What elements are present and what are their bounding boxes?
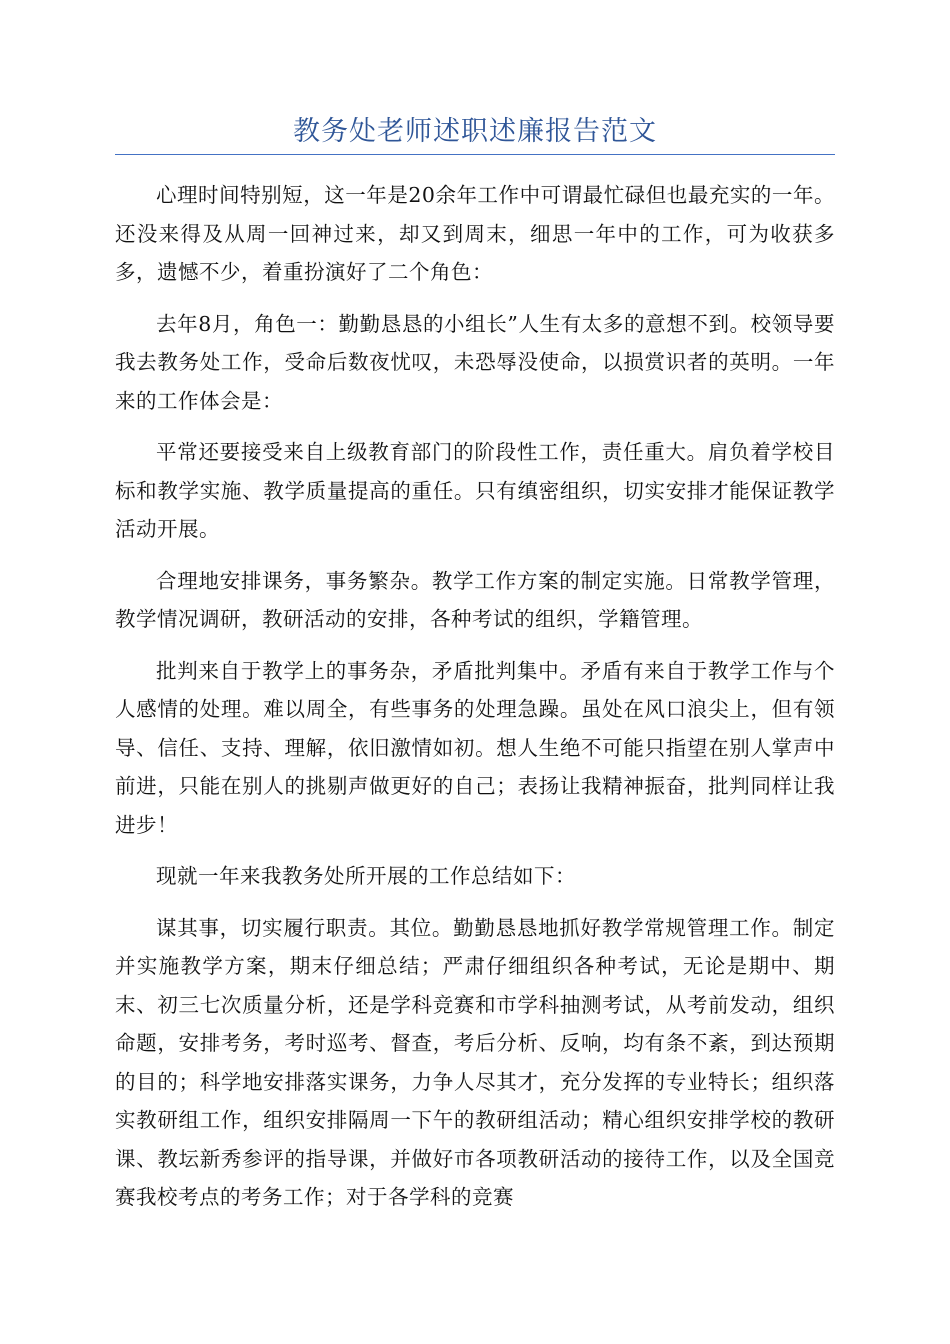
document-title: 教务处老师述职述廉报告范文 [293,116,657,147]
paragraph: 批判来自于教学上的事务杂，矛盾批判集中。矛盾有来自于教学工作与个人感情的处理。难以周全，有些事务的处理急躁。虽处在风口浪尖上，但有领导、信任、支持、理解，依旧激情如初。想人生绝不可能只指望在别人掌声中前进，只能在别人的挑剔声做更好的自己；表扬让我精神振奋，批判同样让我进步！ [115,658,835,837]
paragraph: 心理时间特别短，这一年是20余年工作中可谓最忙碌但也最充实的一年。还没来得及从周一回神过来，却又到周末，细思一年中的工作，可为收获多多，遗憾不少，着重扮演好了二个角色： [115,183,835,284]
paragraph: 谋其事，切实履行职责。其位。勤勤恳恳地抓好教学常规管理工作。制定并实施教学方案，期末仔细总结；严肃仔细组织各种考试，无论是期中、期末、初三七次质量分析，还是学科竞赛和市学科抽测考试，从考前发动，组织命题，安排考务，考时巡考、督查，考后分析、反响，均有条不紊，到达预期的目的；科学地安排落实课务，力争人尽其才，充分发挥的专业特长；组织落实教研组工作，组织安排隔周一下午的教研组活动；精心组织安排学校的教研课、教坛新秀参评的指导课，并做好市各项教研活动的接待工作，以及全国竞赛我校考点的考务工作；对于各学科的竞赛 [115,915,835,1209]
paragraph: 去年8月，角色一：勤勤恳恳的小组长”人生有太多的意想不到。校领导要我去教务处工作，受命后数夜忧叹，未恐辱没使命，以损赏识者的英明。一年来的工作体会是： [115,311,835,413]
paragraph: 合理地安排课务，事务繁杂。教学工作方案的制定实施。日常教学管理，教学情况调研，教研活动的安排，各种考试的组织，学籍管理。 [115,568,835,631]
document-body [115,176,835,1230]
paragraph: 平常还要接受来自上级教育部门的阶段性工作，责任重大。肩负着学校目标和教学实施、教学质量提高的重任。只有缜密组织，切实安排才能保证教学活动开展。 [115,440,835,541]
paragraph: 现就一年来我教务处所开展的工作总结如下： [156,864,576,888]
title-underline [115,154,835,155]
